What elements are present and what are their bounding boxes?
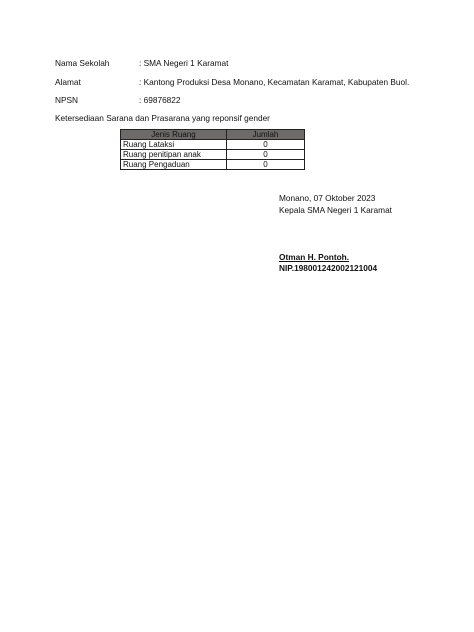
school-name-label: Nama Sekolah [55, 58, 110, 68]
room-count: 0 [227, 140, 305, 150]
room-count: 0 [227, 160, 305, 170]
school-name-value: : SMA Negeri 1 Karamat [139, 58, 229, 68]
school-name-row [55, 58, 228, 68]
npsn-value: : 69876822 [139, 95, 181, 105]
npsn-label: NPSN [55, 95, 79, 105]
header-count: Jumlah [227, 130, 305, 140]
signature-place-date: Monano, 07 Oktober 2023 [279, 193, 376, 203]
signatory-name: Otman H. Pontoh. [279, 252, 350, 262]
signature-position: Kepala SMA Negeri 1 Karamat [279, 205, 392, 215]
address-row [55, 77, 409, 87]
address-value: : Kantong Produksi Desa Monano, Kecamatan Karamat, Kabupaten Buol. [139, 77, 410, 87]
table-header-row [121, 130, 305, 140]
room-name: Ruang Lataksi [121, 140, 227, 150]
signatory-nip: NIP.198001242002121004 [279, 263, 378, 273]
room-count: 0 [227, 150, 305, 160]
table-row [121, 160, 305, 170]
room-name: Ruang Pengaduan [121, 160, 227, 170]
header-room-type: Jenis Ruang [121, 130, 227, 140]
table-row [121, 140, 305, 150]
intro-text: Ketersediaan Sarana dan Prasarana yang reponsif gender [55, 113, 270, 123]
address-label: Alamat [55, 77, 81, 87]
facilities-table [120, 129, 305, 170]
npsn-row [55, 95, 181, 105]
table-row [121, 150, 305, 160]
room-name: Ruang penitipan anak [121, 150, 227, 160]
